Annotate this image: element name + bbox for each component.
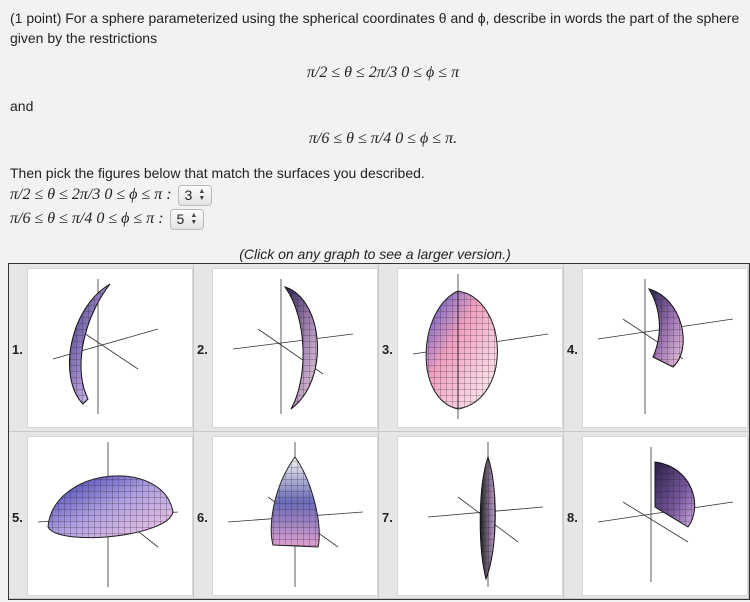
figure-cell-7 bbox=[379, 432, 564, 600]
answer-label-2: π/6 ≤ θ ≤ π/4 0 ≤ ϕ ≤ π : bbox=[10, 210, 164, 227]
figure-number: 1. bbox=[12, 342, 23, 357]
answer-select-2[interactable] bbox=[170, 209, 205, 230]
figure-cell-1 bbox=[9, 264, 194, 432]
restriction-equation-2: π/6 ≤ θ ≤ π/4 0 ≤ ϕ ≤ π. bbox=[308, 130, 458, 147]
updown-arrows-icon: ▲ ▼ bbox=[198, 188, 206, 202]
answer-select-1[interactable] bbox=[178, 185, 213, 206]
figure-thumbnail-6[interactable] bbox=[212, 436, 378, 596]
figure-number: 8. bbox=[567, 509, 578, 525]
graph-caption: (Click on any graph to see a larger version.) bbox=[239, 246, 511, 262]
figure-cell-4 bbox=[564, 264, 749, 432]
answer-row-1 bbox=[10, 184, 212, 206]
figure-number: 7. bbox=[382, 509, 393, 525]
answer-select-2-value: 5 bbox=[176, 211, 185, 227]
figure-grid bbox=[8, 263, 750, 600]
restriction-equation-1: π/2 ≤ θ ≤ 2π/3 0 ≤ ϕ ≤ π bbox=[306, 64, 460, 81]
updown-arrows-icon: ▲ ▼ bbox=[190, 212, 198, 226]
figure-thumbnail-5[interactable] bbox=[27, 436, 193, 596]
figure-cell-6 bbox=[194, 432, 379, 600]
figure-number: 3. bbox=[382, 342, 393, 357]
figure-thumbnail-8[interactable] bbox=[582, 436, 748, 596]
figure-number: 2. bbox=[197, 342, 208, 357]
figure-number: 6. bbox=[197, 509, 208, 525]
answer-row-2 bbox=[10, 208, 204, 230]
figure-cell-5 bbox=[9, 432, 194, 600]
figure-thumbnail-1[interactable] bbox=[27, 268, 193, 428]
figure-thumbnail-7[interactable] bbox=[397, 436, 563, 596]
figure-thumbnail-3[interactable] bbox=[397, 268, 563, 428]
figure-cell-8 bbox=[564, 432, 749, 600]
figure-thumbnail-2[interactable] bbox=[212, 268, 378, 428]
answer-label-1: π/2 ≤ θ ≤ 2π/3 0 ≤ ϕ ≤ π : bbox=[10, 186, 172, 203]
figure-number: 5. bbox=[12, 509, 23, 525]
figure-cell-2 bbox=[194, 264, 379, 432]
figure-cell-3 bbox=[379, 264, 564, 432]
question-intro: (1 point) For a sphere parameterized using the spherical coordinates θ and ϕ, describe in words the part of the sphere given by the restrictions bbox=[10, 10, 740, 46]
figure-number: 4. bbox=[567, 342, 578, 357]
and-text: and bbox=[10, 98, 34, 114]
instructions-text: Then pick the figures below that match the surfaces you described. bbox=[10, 165, 425, 181]
figure-thumbnail-4[interactable] bbox=[582, 268, 748, 428]
answer-select-1-value: 3 bbox=[184, 187, 193, 203]
